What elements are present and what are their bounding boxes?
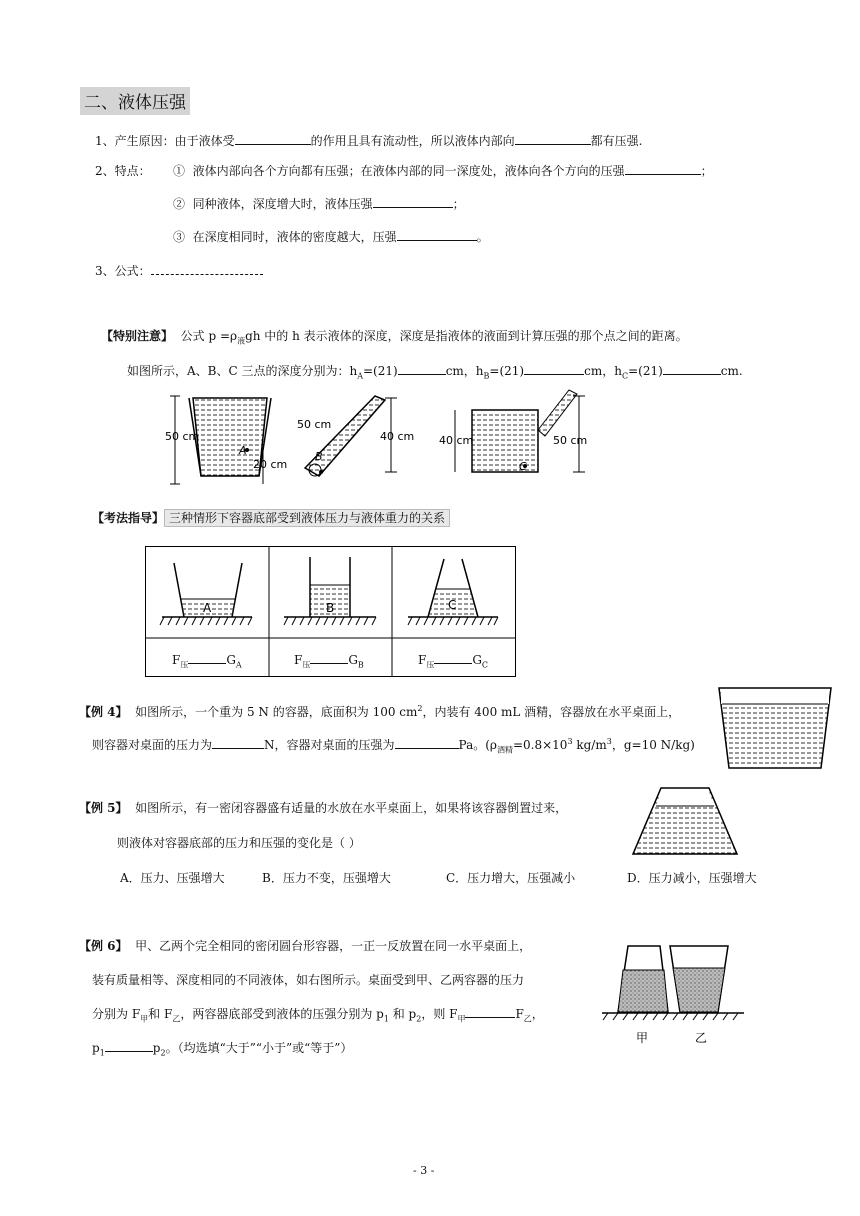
label-yi: 乙 [695, 1031, 708, 1045]
s: 2 [416, 1014, 422, 1024]
blank [212, 736, 264, 749]
t: cm，h [584, 364, 622, 378]
point-b-label: B [315, 450, 323, 463]
blank [515, 132, 591, 145]
item-1 [95, 132, 642, 149]
s: A [357, 371, 363, 381]
ex5-label: 【例 5】 [79, 801, 128, 815]
num: ② [173, 197, 186, 211]
t: 和 p [388, 1007, 417, 1021]
f: F [418, 653, 427, 667]
example-6-line-4 [92, 1039, 352, 1057]
item1-text-c: 都有压强. [590, 134, 643, 148]
item2-3-text: 在深度相同时，液体的密度越大，压强 [192, 230, 397, 244]
example-4-line-2 [92, 736, 695, 755]
g: G [226, 653, 236, 667]
s: 2 [417, 704, 423, 713]
note-sub: 液 [237, 336, 246, 346]
note-label: 【特别注意】 [101, 329, 174, 343]
t: 如图所示，有一密闭容器盛有适量的水放在水平桌面上，如果将该容器倒置过来， [135, 801, 568, 815]
t: kg/m [572, 738, 607, 752]
blank [310, 651, 348, 664]
g: G [472, 653, 482, 667]
comparison-table [145, 546, 516, 677]
blank [434, 651, 472, 664]
ex4-label: 【例 4】 [79, 705, 128, 719]
table-cell-b [294, 651, 364, 670]
punct: ； [452, 197, 465, 211]
s: C [621, 371, 629, 381]
t: N，容器对桌面的压强为 [264, 738, 395, 752]
gsub: C [481, 660, 489, 670]
t: 。（均选填“大于”“小于”或“等于”） [165, 1041, 353, 1055]
table-cell-a [172, 651, 242, 670]
t: 甲、乙两个完全相同的密闭圆台形容器，一正一反放置在同一水平桌面上， [135, 939, 532, 953]
label-50cm-a: 50 cm [165, 430, 200, 443]
t: 则容器对桌面的压力为 [92, 738, 213, 752]
note-text-2: gh 中的 h 表示液体的深度，深度是指液体的液面到计算压强的那个点之间的距离。 [245, 329, 688, 343]
t: ，两容器底部受到液体的压强分别为 p [180, 1007, 384, 1021]
label-jia: 甲 [636, 1031, 649, 1045]
punct: 。 [476, 230, 489, 244]
blank [524, 362, 584, 375]
example-5-line-1 [79, 799, 567, 816]
point-c-label: C [519, 460, 527, 473]
label-50cm-c: 50 cm [553, 434, 588, 447]
blank [105, 1039, 153, 1052]
example-4-figure [717, 686, 833, 770]
s: 1 [99, 1048, 105, 1058]
item-3 [95, 262, 263, 279]
s: 3 [606, 737, 612, 746]
t: =0.8×10 [512, 738, 568, 752]
t: ，则 F [421, 1007, 458, 1021]
note-text-1: 公式 p =ρ [180, 329, 238, 343]
special-note [101, 327, 688, 346]
t: =(21) [489, 364, 525, 378]
s: 1 [383, 1014, 389, 1024]
item1-text-a: 1、产生原因：由于液体受 [95, 134, 235, 148]
blank [395, 736, 459, 749]
t: cm. [720, 364, 743, 378]
table-letter-c: C [448, 598, 457, 612]
example-6-line-1 [79, 937, 531, 954]
blank [398, 362, 446, 375]
guide [92, 509, 450, 526]
s: 2 [160, 1048, 166, 1058]
blank [663, 362, 721, 375]
t: p [152, 1041, 161, 1055]
item-2-1 [173, 162, 713, 179]
blank [397, 228, 477, 241]
example-5-line-2: 则液体对容器底部的压力和压强的变化是（ ） [117, 836, 361, 850]
s: 酒精 [496, 745, 513, 755]
fsub: 压 [180, 660, 189, 670]
s: 乙 [523, 1014, 532, 1024]
t: F [515, 1007, 524, 1021]
s: 甲 [457, 1014, 466, 1024]
blank [151, 262, 263, 275]
t: ， [531, 1007, 544, 1021]
f: F [172, 653, 181, 667]
blank [235, 132, 311, 145]
t: 分别为 F [92, 1007, 141, 1021]
option-c: C．压力增大，压强减小 [446, 871, 576, 885]
blank [188, 651, 226, 664]
label-40cm: 40 cm [380, 430, 415, 443]
label-20cm: 20 cm [253, 458, 288, 471]
f: F [294, 653, 303, 667]
t: ，g=10 N/kg) [611, 738, 695, 752]
punct: ； [700, 164, 713, 178]
depth-line [127, 362, 743, 380]
t: cm，h [445, 364, 484, 378]
ex6-label: 【例 6】 [79, 939, 128, 953]
guide-label: 【考法指导】 [92, 511, 165, 525]
t: =(21) [363, 364, 398, 378]
num: ③ [173, 230, 186, 244]
option-a: A．压力、压强增大 [120, 871, 225, 885]
section-title: 二、液体压强 [80, 87, 190, 115]
item2-2-text: 同种液体，深度增大时，液体压强 [192, 197, 373, 211]
fsub: 压 [302, 660, 311, 670]
t: =(21) [628, 364, 663, 378]
example-6-figure [598, 938, 750, 1050]
s: 乙 [172, 1014, 181, 1024]
option-d: D．压力减小，压强增大 [627, 871, 757, 885]
t: 和 F [148, 1007, 173, 1021]
t: Pa。(ρ [458, 738, 497, 752]
gsub: A [235, 660, 242, 670]
s: 3 [567, 737, 573, 746]
t: ，内装有 400 mL 酒精，容器放在水平桌面上， [422, 705, 681, 719]
page-number: - 3 - [413, 1164, 435, 1177]
item2-1-text: 液体内部向各个方向都有压强；在液体内部的同一深度处，液体向各个方向的压强 [192, 164, 625, 178]
table-letter-b: B [326, 601, 335, 615]
s: 甲 [140, 1014, 149, 1024]
gsub: B [357, 660, 364, 670]
item-2-3 [173, 228, 489, 245]
example-5-figure [631, 786, 739, 856]
fsub: 压 [426, 660, 435, 670]
option-b: B．压力不变，压强增大 [262, 871, 391, 885]
s: B [483, 371, 490, 381]
table-cell-c [418, 651, 488, 670]
blank [373, 195, 453, 208]
blank [625, 162, 701, 175]
item1-text-b: 的作用且具有流动性，所以液体内部向 [310, 134, 515, 148]
t: 如图所示，一个重为 5 N 的容器，底面积为 100 cm [135, 705, 418, 719]
t: p [92, 1041, 100, 1055]
label-50cm-b: 50 cm [297, 418, 332, 431]
guide-tag: 三种情形下容器底部受到液体压力与液体重力的关系 [164, 509, 450, 527]
num: ① [173, 164, 186, 178]
example-6-line-3 [92, 1005, 544, 1024]
item-2-2 [173, 195, 465, 212]
blank [465, 1005, 515, 1018]
g: G [348, 653, 358, 667]
example-4-line-1 [79, 703, 680, 720]
item-2-label: 2、特点： [95, 164, 151, 178]
depth-figure [165, 388, 595, 492]
item3-text: 3、公式： [95, 264, 151, 278]
table-letter-a: A [203, 601, 212, 615]
t: 如图所示，A、B、C 三点的深度分别为：h [127, 364, 358, 378]
example-6-line-2: 装有质量相等、深度相同的不同液体，如右图所示。桌面受到甲、乙两容器的压力 [92, 973, 525, 987]
point-a-label: A [239, 444, 247, 457]
label-40cm-c: 40 cm [439, 434, 474, 447]
